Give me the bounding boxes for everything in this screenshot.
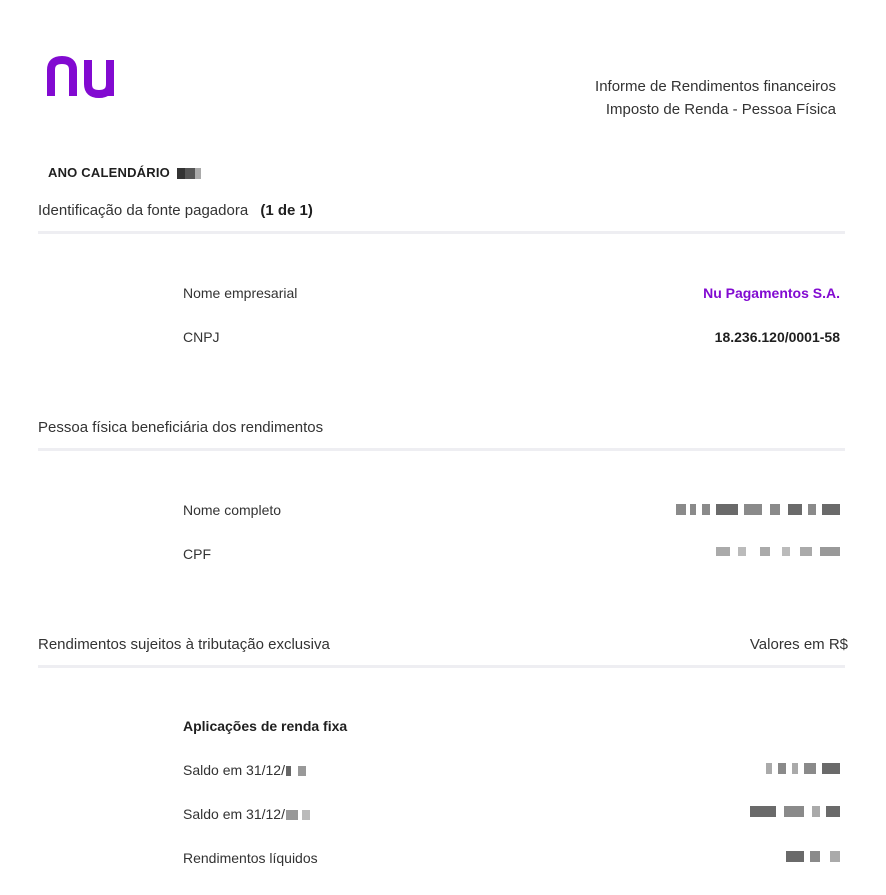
header-subtitle: Imposto de Renda - Pessoa Física [605,101,836,118]
source-title-text: Identificação da fonte pagadora [38,202,249,219]
company-name-value: Nu Pagamentos S.A. [703,285,840,301]
balance-label-1-text: Saldo em 31/12/ [183,762,285,778]
divider [38,448,845,451]
redacted-net-income [786,851,840,862]
redacted-balance-2 [750,806,840,817]
cnpj-value: 18.236.120/0001-58 [714,329,840,345]
nubank-logo [46,56,124,98]
net-income-label: Rendimentos líquidos [183,850,318,866]
balance-label-1 [183,762,306,778]
redacted-balance-1 [766,763,840,774]
income-section-title: Rendimentos sujeitos à tributação exclusiva [38,636,330,653]
redacted-year [177,168,205,179]
company-name-label: Nome empresarial [183,285,298,301]
divider [38,665,845,668]
calendar-year [48,165,205,180]
calendar-year-label: ANO CALENDÁRIO [48,165,170,180]
source-count: (1 de 1) [260,202,313,219]
redacted-year [286,810,314,820]
source-section-title [38,202,313,219]
cnpj-label: CNPJ [183,329,220,345]
beneficiary-section-title: Pessoa física beneficiária dos rendimentos [38,419,324,436]
cpf-label: CPF [183,546,211,562]
redacted-cpf [716,547,840,556]
balance-label-2-text: Saldo em 31/12/ [183,806,285,822]
fixed-income-group-title: Aplicações de renda fixa [183,718,348,734]
redacted-year [286,766,306,776]
header-title: Informe de Rendimentos financeiros [595,78,836,95]
redacted-full-name [676,504,840,515]
divider [38,231,845,234]
full-name-label: Nome completo [183,502,282,518]
values-currency-label: Valores em R$ [749,636,848,653]
document-header [595,75,836,121]
balance-label-2 [183,806,314,822]
